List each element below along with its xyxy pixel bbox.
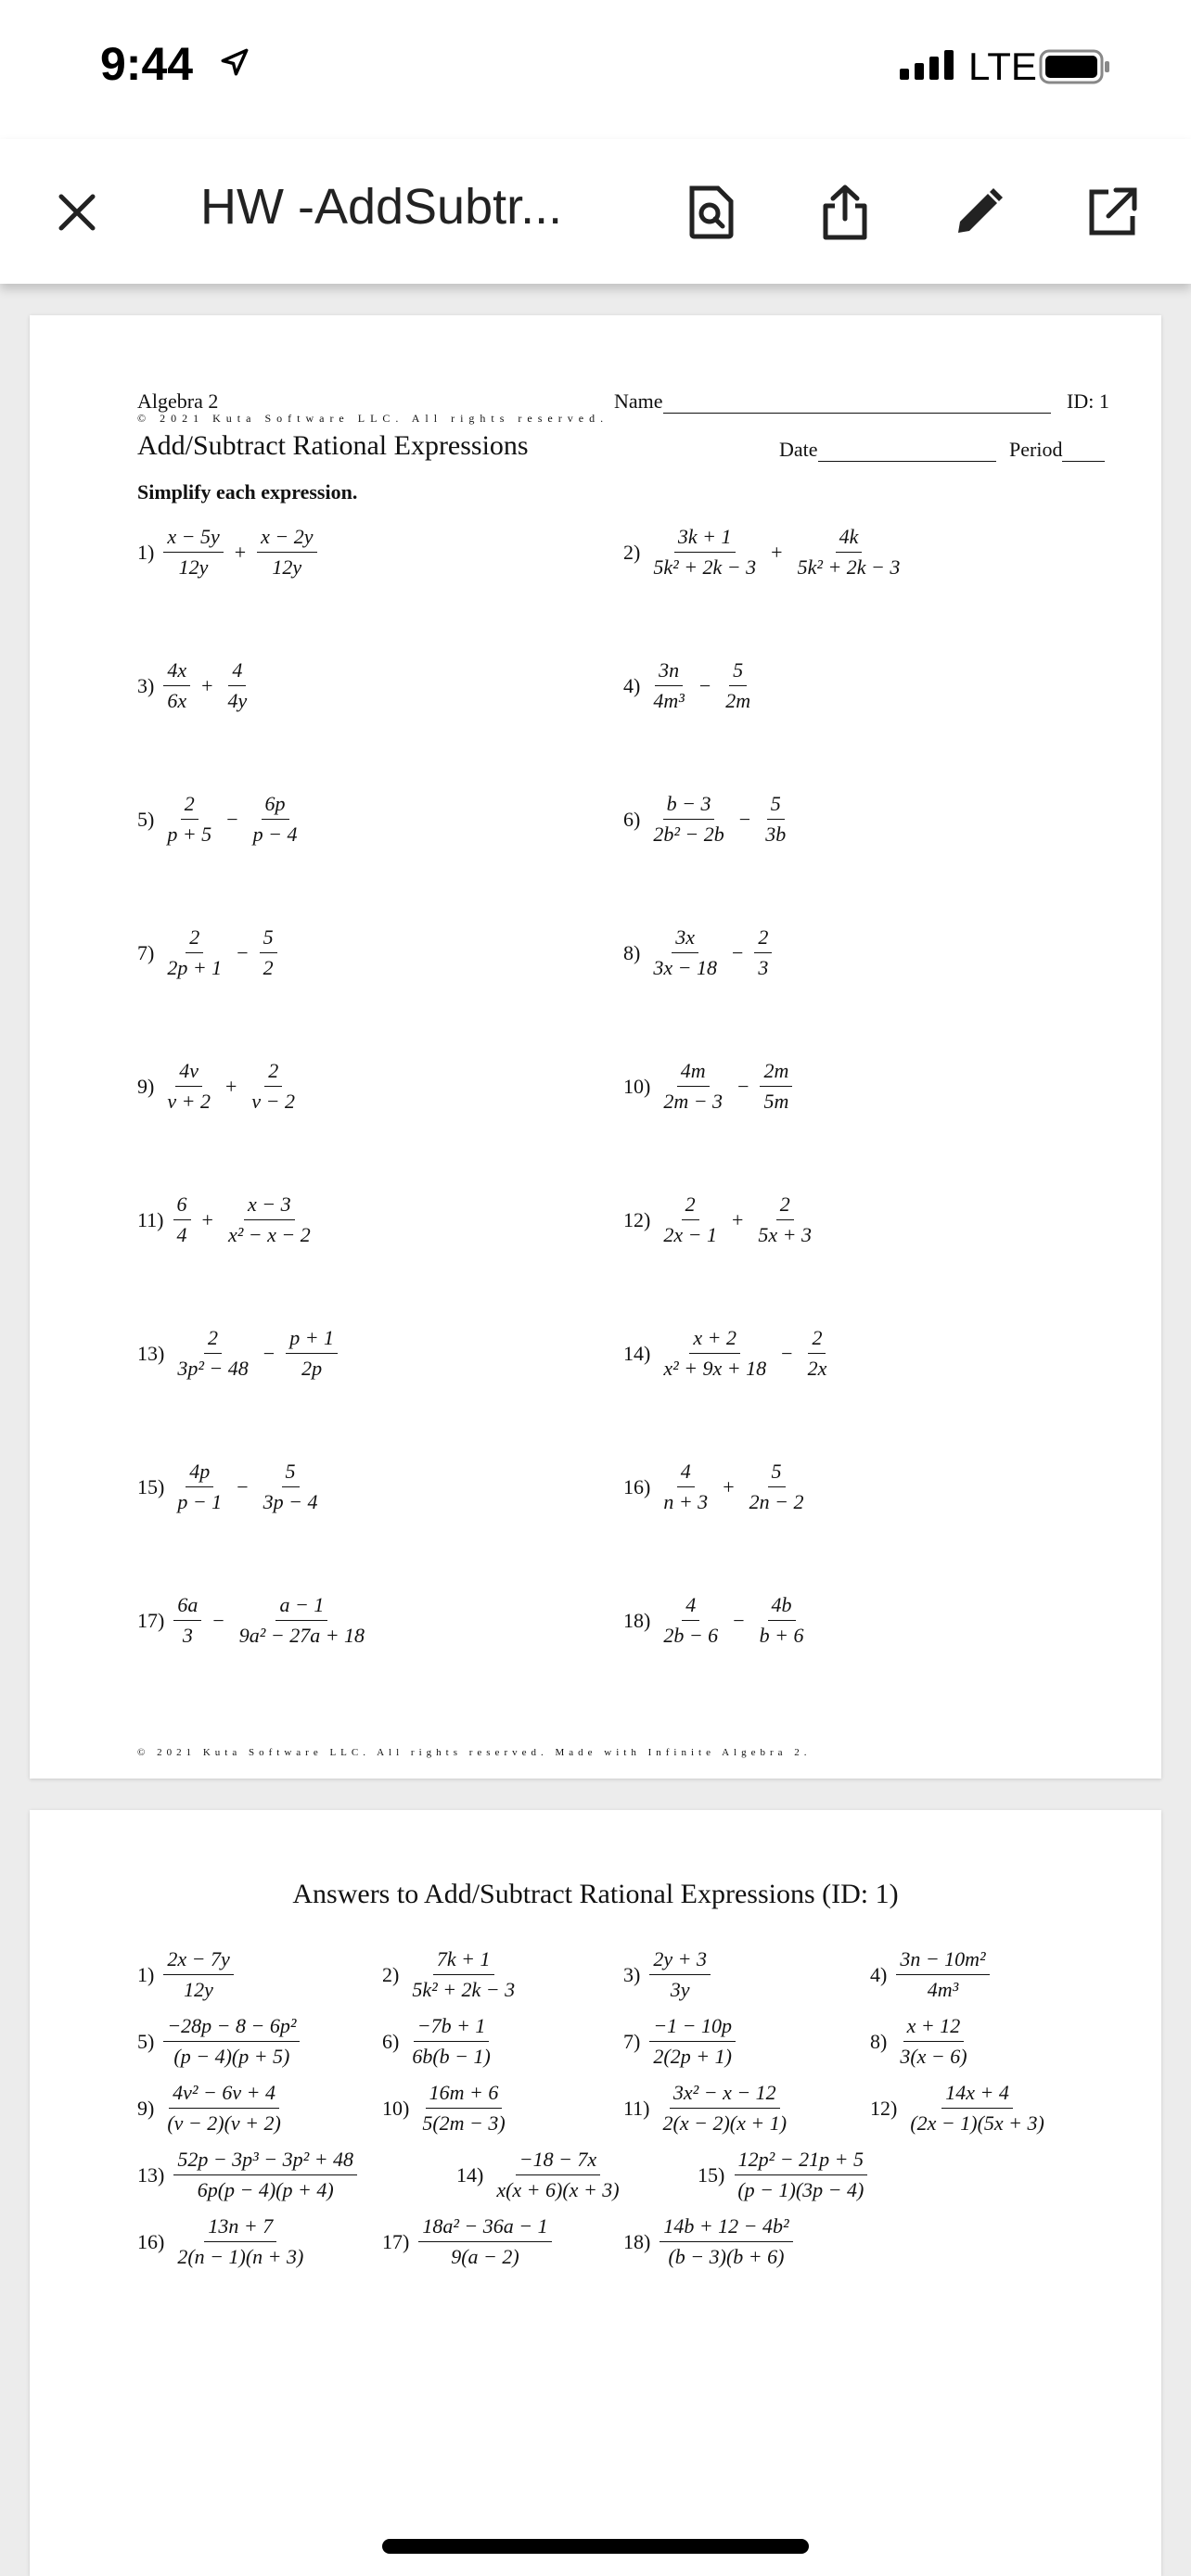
denominator: 3(x − 6) bbox=[900, 2045, 967, 2068]
answer-item bbox=[870, 1947, 993, 2002]
name-label: Name bbox=[614, 389, 663, 413]
problem-number: 3) bbox=[137, 673, 155, 697]
numerator: 4p bbox=[186, 1460, 213, 1487]
fraction-term bbox=[756, 1593, 808, 1648]
operator: + bbox=[771, 540, 783, 564]
denominator: v − 2 bbox=[251, 1090, 295, 1113]
answer-fraction bbox=[163, 1947, 233, 2002]
problem-number: 11) bbox=[137, 1207, 164, 1231]
answer-fraction bbox=[896, 2014, 970, 2069]
answer-number: 17) bbox=[382, 2229, 410, 2253]
problem-item bbox=[623, 1059, 796, 1114]
answer-fraction bbox=[173, 2214, 307, 2269]
numerator: 2y + 3 bbox=[649, 1947, 711, 1975]
answer-number: 3) bbox=[623, 1962, 641, 1986]
denominator: 3 bbox=[182, 1624, 193, 1647]
numerator: 4v bbox=[175, 1059, 202, 1087]
problem-item bbox=[137, 792, 304, 847]
period-line bbox=[1062, 442, 1105, 462]
denominator: 3p − 4 bbox=[263, 1490, 318, 1513]
denominator: 4y bbox=[227, 689, 248, 712]
problem-number: 2) bbox=[623, 540, 641, 564]
fraction-term bbox=[794, 525, 904, 580]
numerator: 7k + 1 bbox=[433, 1947, 494, 1975]
operator: − bbox=[226, 807, 238, 831]
fraction-term bbox=[649, 525, 760, 580]
denominator: 5x + 3 bbox=[758, 1223, 812, 1246]
home-indicator[interactable] bbox=[382, 2539, 809, 2554]
viewer-toolbar bbox=[0, 139, 1191, 284]
fraction-term bbox=[224, 658, 251, 713]
answer-number: 18) bbox=[623, 2229, 651, 2253]
answer-number: 6) bbox=[382, 2029, 400, 2053]
problem-number: 12) bbox=[623, 1207, 651, 1231]
problem-item bbox=[623, 792, 793, 847]
network-type: LTE bbox=[968, 45, 1037, 88]
fraction-term bbox=[649, 925, 721, 980]
problem-number: 17) bbox=[137, 1608, 165, 1632]
denominator: 3x − 18 bbox=[653, 956, 717, 979]
denominator: 2p bbox=[301, 1357, 323, 1380]
denominator: 5k² + 2k − 3 bbox=[797, 555, 901, 579]
numerator: x − 2y bbox=[257, 525, 316, 553]
numerator: 3x² − x − 12 bbox=[670, 2081, 780, 2109]
signal-icon bbox=[898, 48, 963, 84]
fraction-term bbox=[754, 1192, 815, 1247]
operator: + bbox=[731, 1207, 744, 1231]
numerator: 2 bbox=[204, 1326, 222, 1354]
operator: + bbox=[201, 1207, 213, 1231]
numerator: 2m bbox=[760, 1059, 792, 1087]
numerator: 4 bbox=[677, 1460, 695, 1487]
problem-number: 6) bbox=[623, 807, 641, 831]
denominator: 5k² + 2k − 3 bbox=[412, 1978, 516, 2001]
numerator: 5 bbox=[260, 925, 277, 953]
denominator: 9a² − 27a + 18 bbox=[238, 1624, 365, 1647]
denominator: x² − x − 2 bbox=[227, 1223, 311, 1246]
numerator: 6p bbox=[262, 792, 289, 820]
fraction-term bbox=[649, 658, 687, 713]
answer-fraction bbox=[649, 1947, 711, 2002]
denominator: 4m³ bbox=[927, 1978, 959, 2001]
numerator: x + 2 bbox=[689, 1326, 740, 1354]
answer-number: 14) bbox=[456, 2162, 484, 2187]
open-external-icon[interactable] bbox=[1083, 184, 1141, 241]
denominator: 3b bbox=[765, 823, 787, 846]
period-field bbox=[1009, 438, 1105, 462]
fraction-term bbox=[260, 1460, 322, 1514]
numerator: 4v² − 6v + 4 bbox=[169, 2081, 279, 2109]
fraction-term bbox=[760, 1059, 792, 1114]
numerator: 6 bbox=[173, 1192, 191, 1220]
denominator: v + 2 bbox=[167, 1090, 211, 1113]
problem-item bbox=[623, 1593, 811, 1648]
fraction-term bbox=[660, 1326, 770, 1381]
answer-item bbox=[137, 2014, 303, 2069]
numerator: 3k + 1 bbox=[674, 525, 736, 553]
denominator: 2(2p + 1) bbox=[653, 2045, 732, 2068]
answer-fraction bbox=[418, 2081, 508, 2136]
denominator: 2n − 2 bbox=[749, 1490, 804, 1513]
answer-number: 4) bbox=[870, 1962, 888, 1986]
problem-number: 9) bbox=[137, 1074, 155, 1098]
denominator: 6b(b − 1) bbox=[412, 2045, 491, 2068]
problem-number: 8) bbox=[623, 940, 641, 964]
operator: − bbox=[212, 1608, 224, 1632]
operator: − bbox=[737, 1074, 749, 1098]
denominator: 3p² − 48 bbox=[177, 1357, 249, 1380]
problem-item bbox=[137, 1059, 302, 1114]
numerator: 2x − 7y bbox=[163, 1947, 233, 1975]
numerator: 2 bbox=[754, 925, 772, 953]
operator: − bbox=[781, 1341, 793, 1365]
denominator: 5k² + 2k − 3 bbox=[653, 555, 757, 579]
denominator: 3y bbox=[670, 1978, 690, 2001]
name-field bbox=[614, 389, 1051, 414]
name-line bbox=[663, 394, 1051, 414]
denominator: 2x bbox=[807, 1357, 827, 1380]
operator: + bbox=[224, 1074, 237, 1098]
answer-number: 2) bbox=[382, 1962, 400, 1986]
fraction-term bbox=[163, 525, 223, 580]
answer-fraction bbox=[408, 1947, 519, 2002]
answer-fraction bbox=[906, 2081, 1048, 2136]
fraction-term bbox=[649, 792, 727, 847]
numerator: −7b + 1 bbox=[414, 2014, 490, 2042]
numerator: 14x + 4 bbox=[941, 2081, 1013, 2109]
answer-fraction bbox=[173, 2148, 357, 2202]
problem-number: 5) bbox=[137, 807, 155, 831]
fraction-term bbox=[173, 1460, 225, 1514]
numerator: 5 bbox=[282, 1460, 300, 1487]
numerator: x − 3 bbox=[244, 1192, 295, 1220]
problem-number: 10) bbox=[623, 1074, 651, 1098]
status-bar bbox=[0, 0, 1191, 139]
problem-item bbox=[623, 1460, 811, 1514]
fraction-term bbox=[754, 925, 772, 980]
numerator: 2 bbox=[682, 1192, 699, 1220]
fraction-term bbox=[163, 658, 190, 713]
answer-item bbox=[623, 1947, 714, 2002]
numerator: x − 5y bbox=[163, 525, 223, 553]
problem-item bbox=[137, 525, 321, 580]
denominator: (p − 4)(p + 5) bbox=[173, 2045, 290, 2068]
answer-fraction bbox=[163, 2081, 285, 2136]
denominator: 2x − 1 bbox=[663, 1223, 717, 1246]
document-title: HW -AddSubtr... bbox=[200, 179, 563, 235]
answer-item bbox=[870, 2081, 1052, 2136]
numerator: 18a² − 36a − 1 bbox=[418, 2214, 551, 2242]
numerator: 5 bbox=[768, 1460, 786, 1487]
numerator: x + 12 bbox=[903, 2014, 965, 2042]
numerator: 6a bbox=[173, 1593, 201, 1621]
numerator: 3n − 10m² bbox=[896, 1947, 989, 1975]
fraction-term bbox=[163, 925, 225, 980]
numerator: −1 − 10p bbox=[649, 2014, 736, 2042]
denominator: 9(a − 2) bbox=[451, 2245, 519, 2268]
answer-number: 1) bbox=[137, 1962, 155, 1986]
denominator: 5(2m − 3) bbox=[422, 2111, 506, 2135]
fraction-term bbox=[250, 792, 301, 847]
answer-fraction bbox=[649, 2014, 736, 2069]
problem-number: 7) bbox=[137, 940, 155, 964]
fraction-term bbox=[660, 1460, 711, 1514]
instructions: Simplify each expression. bbox=[137, 480, 358, 504]
answer-fraction bbox=[734, 2148, 867, 2202]
answer-item bbox=[623, 2081, 794, 2136]
problem-item bbox=[623, 1326, 834, 1381]
answer-fraction bbox=[163, 2014, 300, 2069]
fraction-term bbox=[173, 1192, 191, 1247]
denominator: 3 bbox=[758, 956, 769, 979]
numerator: 12p² − 21p + 5 bbox=[735, 2148, 867, 2175]
denominator: p − 4 bbox=[252, 823, 298, 846]
denominator: 5m bbox=[763, 1090, 789, 1113]
numerator: 13n + 7 bbox=[204, 2214, 276, 2242]
answers-title: Answers to Add/Subtract Rational Expressions (ID: 1) bbox=[292, 1879, 899, 1909]
course-name: Algebra 2 bbox=[137, 389, 219, 413]
denominator: 6p(p − 4)(p + 4) bbox=[197, 2178, 334, 2201]
denominator: 2(x − 2)(x + 1) bbox=[662, 2111, 788, 2135]
denominator: (v − 2)(v + 2) bbox=[167, 2111, 281, 2135]
answer-fraction bbox=[660, 2081, 791, 2136]
numerator: p + 1 bbox=[286, 1326, 338, 1354]
problem-number: 15) bbox=[137, 1474, 165, 1498]
numerator: 14b + 12 − 4b² bbox=[660, 2214, 792, 2242]
fraction-term bbox=[746, 1460, 808, 1514]
denominator: p − 1 bbox=[177, 1490, 223, 1513]
operator: + bbox=[234, 540, 247, 564]
operator: − bbox=[731, 940, 744, 964]
numerator: 2 bbox=[808, 1326, 826, 1354]
answer-item bbox=[623, 2014, 739, 2069]
answer-item bbox=[456, 2148, 627, 2202]
problem-item bbox=[623, 925, 775, 980]
operator: − bbox=[698, 673, 711, 697]
problem-item bbox=[137, 1326, 341, 1381]
fraction-term bbox=[804, 1326, 831, 1381]
problem-item bbox=[623, 658, 758, 713]
answer-item bbox=[698, 2148, 871, 2202]
denominator: x² + 9x + 18 bbox=[663, 1357, 767, 1380]
answer-number: 13) bbox=[137, 2162, 165, 2187]
numerator: 16m + 6 bbox=[426, 2081, 503, 2109]
period-label: Period bbox=[1009, 438, 1063, 461]
fraction-term bbox=[260, 925, 277, 980]
problem-number: 1) bbox=[137, 540, 155, 564]
answer-item bbox=[137, 2148, 361, 2202]
denominator: x(x + 6)(x + 3) bbox=[496, 2178, 620, 2201]
search-document-icon[interactable] bbox=[683, 184, 740, 241]
denominator: 2 bbox=[263, 956, 274, 979]
answer-number: 16) bbox=[137, 2229, 165, 2253]
denominator: 2p + 1 bbox=[167, 956, 223, 979]
denominator: 12y bbox=[178, 555, 209, 579]
denominator: p + 5 bbox=[167, 823, 212, 846]
denominator: 2(n − 1)(n + 3) bbox=[177, 2245, 304, 2268]
numerator: 4x bbox=[163, 658, 190, 686]
denominator: 12y bbox=[184, 1978, 213, 2001]
answer-item bbox=[382, 2081, 513, 2136]
numerator: −28p − 8 − 6p² bbox=[163, 2014, 300, 2042]
footer-copyright: © 2021 Kuta Software LLC. All rights reserved. Made with Infinite Algebra 2. bbox=[137, 1747, 812, 1758]
answer-item bbox=[137, 1947, 237, 2002]
numerator: 2 bbox=[186, 925, 203, 953]
problem-item bbox=[137, 925, 281, 980]
denominator: 2b² − 2b bbox=[653, 823, 724, 846]
date-line bbox=[818, 442, 996, 462]
problem-number: 18) bbox=[623, 1608, 651, 1632]
answer-number: 5) bbox=[137, 2029, 155, 2053]
fraction-term bbox=[173, 1326, 251, 1381]
answer-item bbox=[137, 2081, 288, 2136]
answer-item bbox=[623, 2214, 797, 2269]
numerator: 4m bbox=[677, 1059, 710, 1087]
fraction-term bbox=[762, 792, 789, 847]
answer-item bbox=[137, 2214, 311, 2269]
fraction-term bbox=[257, 525, 316, 580]
denominator: b + 6 bbox=[759, 1624, 804, 1647]
fraction-term bbox=[163, 792, 215, 847]
fraction-term bbox=[236, 1593, 368, 1648]
battery-icon bbox=[1039, 48, 1113, 90]
numerator: 4k bbox=[836, 525, 863, 553]
numerator: 5 bbox=[729, 658, 747, 686]
date-field bbox=[779, 438, 996, 462]
fraction-term bbox=[660, 1059, 726, 1114]
fraction-term bbox=[660, 1593, 722, 1648]
answer-number: 11) bbox=[623, 2096, 650, 2120]
numerator: 4b bbox=[768, 1593, 796, 1621]
answer-number: 10) bbox=[382, 2096, 410, 2120]
answer-fraction bbox=[896, 1947, 989, 2002]
operator: − bbox=[263, 1341, 275, 1365]
date-label: Date bbox=[779, 438, 818, 461]
answer-item bbox=[870, 2014, 975, 2069]
answer-item bbox=[382, 2014, 498, 2069]
operator: − bbox=[237, 940, 249, 964]
problem-number: 16) bbox=[623, 1474, 651, 1498]
numerator: 52p − 3p³ − 3p² + 48 bbox=[173, 2148, 357, 2175]
denominator: (p − 1)(3p − 4) bbox=[737, 2178, 864, 2201]
answer-fraction bbox=[408, 2014, 494, 2069]
close-icon[interactable] bbox=[48, 184, 106, 241]
numerator: a − 1 bbox=[275, 1593, 327, 1621]
problem-item bbox=[137, 658, 254, 713]
fraction-term bbox=[173, 1593, 201, 1648]
operator: − bbox=[237, 1474, 249, 1498]
problem-item bbox=[137, 1460, 325, 1514]
worksheet-page bbox=[30, 315, 1161, 1779]
numerator: 5 bbox=[767, 792, 785, 820]
answer-number: 9) bbox=[137, 2096, 155, 2120]
numerator: 3n bbox=[655, 658, 683, 686]
problem-number: 13) bbox=[137, 1341, 165, 1365]
problem-item bbox=[623, 1192, 819, 1247]
denominator: (b − 3)(b + 6) bbox=[668, 2245, 785, 2268]
operator: − bbox=[738, 807, 751, 831]
numerator: b − 3 bbox=[663, 792, 715, 820]
numerator: 4 bbox=[228, 658, 246, 686]
numerator: 4 bbox=[682, 1593, 699, 1621]
worksheet-title: Add/Subtract Rational Expressions bbox=[137, 430, 529, 461]
answer-number: 12) bbox=[870, 2096, 898, 2120]
answer-fraction bbox=[418, 2214, 551, 2269]
answer-item bbox=[382, 1947, 522, 2002]
answer-number: 7) bbox=[623, 2029, 641, 2053]
denominator: 2m bbox=[725, 689, 751, 712]
denominator: 4 bbox=[176, 1223, 187, 1246]
copyright-line: © 2021 Kuta Software LLC. All rights reserved. bbox=[137, 412, 609, 425]
fraction-term bbox=[248, 1059, 299, 1114]
operator: + bbox=[723, 1474, 735, 1498]
fraction-term bbox=[660, 1192, 721, 1247]
problem-item bbox=[137, 1593, 372, 1648]
numerator: 2 bbox=[264, 1059, 282, 1087]
numerator: 2 bbox=[776, 1192, 794, 1220]
fraction-term bbox=[224, 1192, 314, 1247]
answer-fraction bbox=[493, 2148, 622, 2202]
problem-item bbox=[137, 1192, 318, 1247]
problem-number: 4) bbox=[623, 673, 641, 697]
numerator: −18 − 7x bbox=[516, 2148, 600, 2175]
fraction-term bbox=[163, 1059, 214, 1114]
denominator: 12y bbox=[272, 555, 302, 579]
answer-item bbox=[382, 2214, 556, 2269]
operator: + bbox=[201, 673, 213, 697]
answer-fraction bbox=[660, 2214, 792, 2269]
fraction-term bbox=[722, 658, 754, 713]
operator: − bbox=[733, 1608, 745, 1632]
answers-page bbox=[30, 1810, 1161, 2576]
answer-number: 8) bbox=[870, 2029, 888, 2053]
denominator: (2x − 1)(5x + 3) bbox=[910, 2111, 1044, 2135]
denominator: 4m³ bbox=[653, 689, 685, 712]
problem-item bbox=[623, 525, 907, 580]
denominator: 2m − 3 bbox=[663, 1090, 724, 1113]
denominator: 2b − 6 bbox=[663, 1624, 719, 1647]
share-icon[interactable] bbox=[816, 184, 874, 241]
fraction-term bbox=[286, 1326, 338, 1381]
status-time: 9:44 bbox=[100, 38, 194, 90]
worksheet-id: ID: 1 bbox=[1067, 389, 1109, 413]
location-arrow-icon bbox=[219, 46, 250, 83]
edit-pencil-icon[interactable] bbox=[950, 184, 1007, 241]
answer-number: 15) bbox=[698, 2162, 725, 2187]
denominator: n + 3 bbox=[663, 1490, 709, 1513]
problem-number: 14) bbox=[623, 1341, 651, 1365]
numerator: 2 bbox=[181, 792, 198, 820]
denominator: 6x bbox=[167, 689, 187, 712]
numerator: 3x bbox=[672, 925, 698, 953]
